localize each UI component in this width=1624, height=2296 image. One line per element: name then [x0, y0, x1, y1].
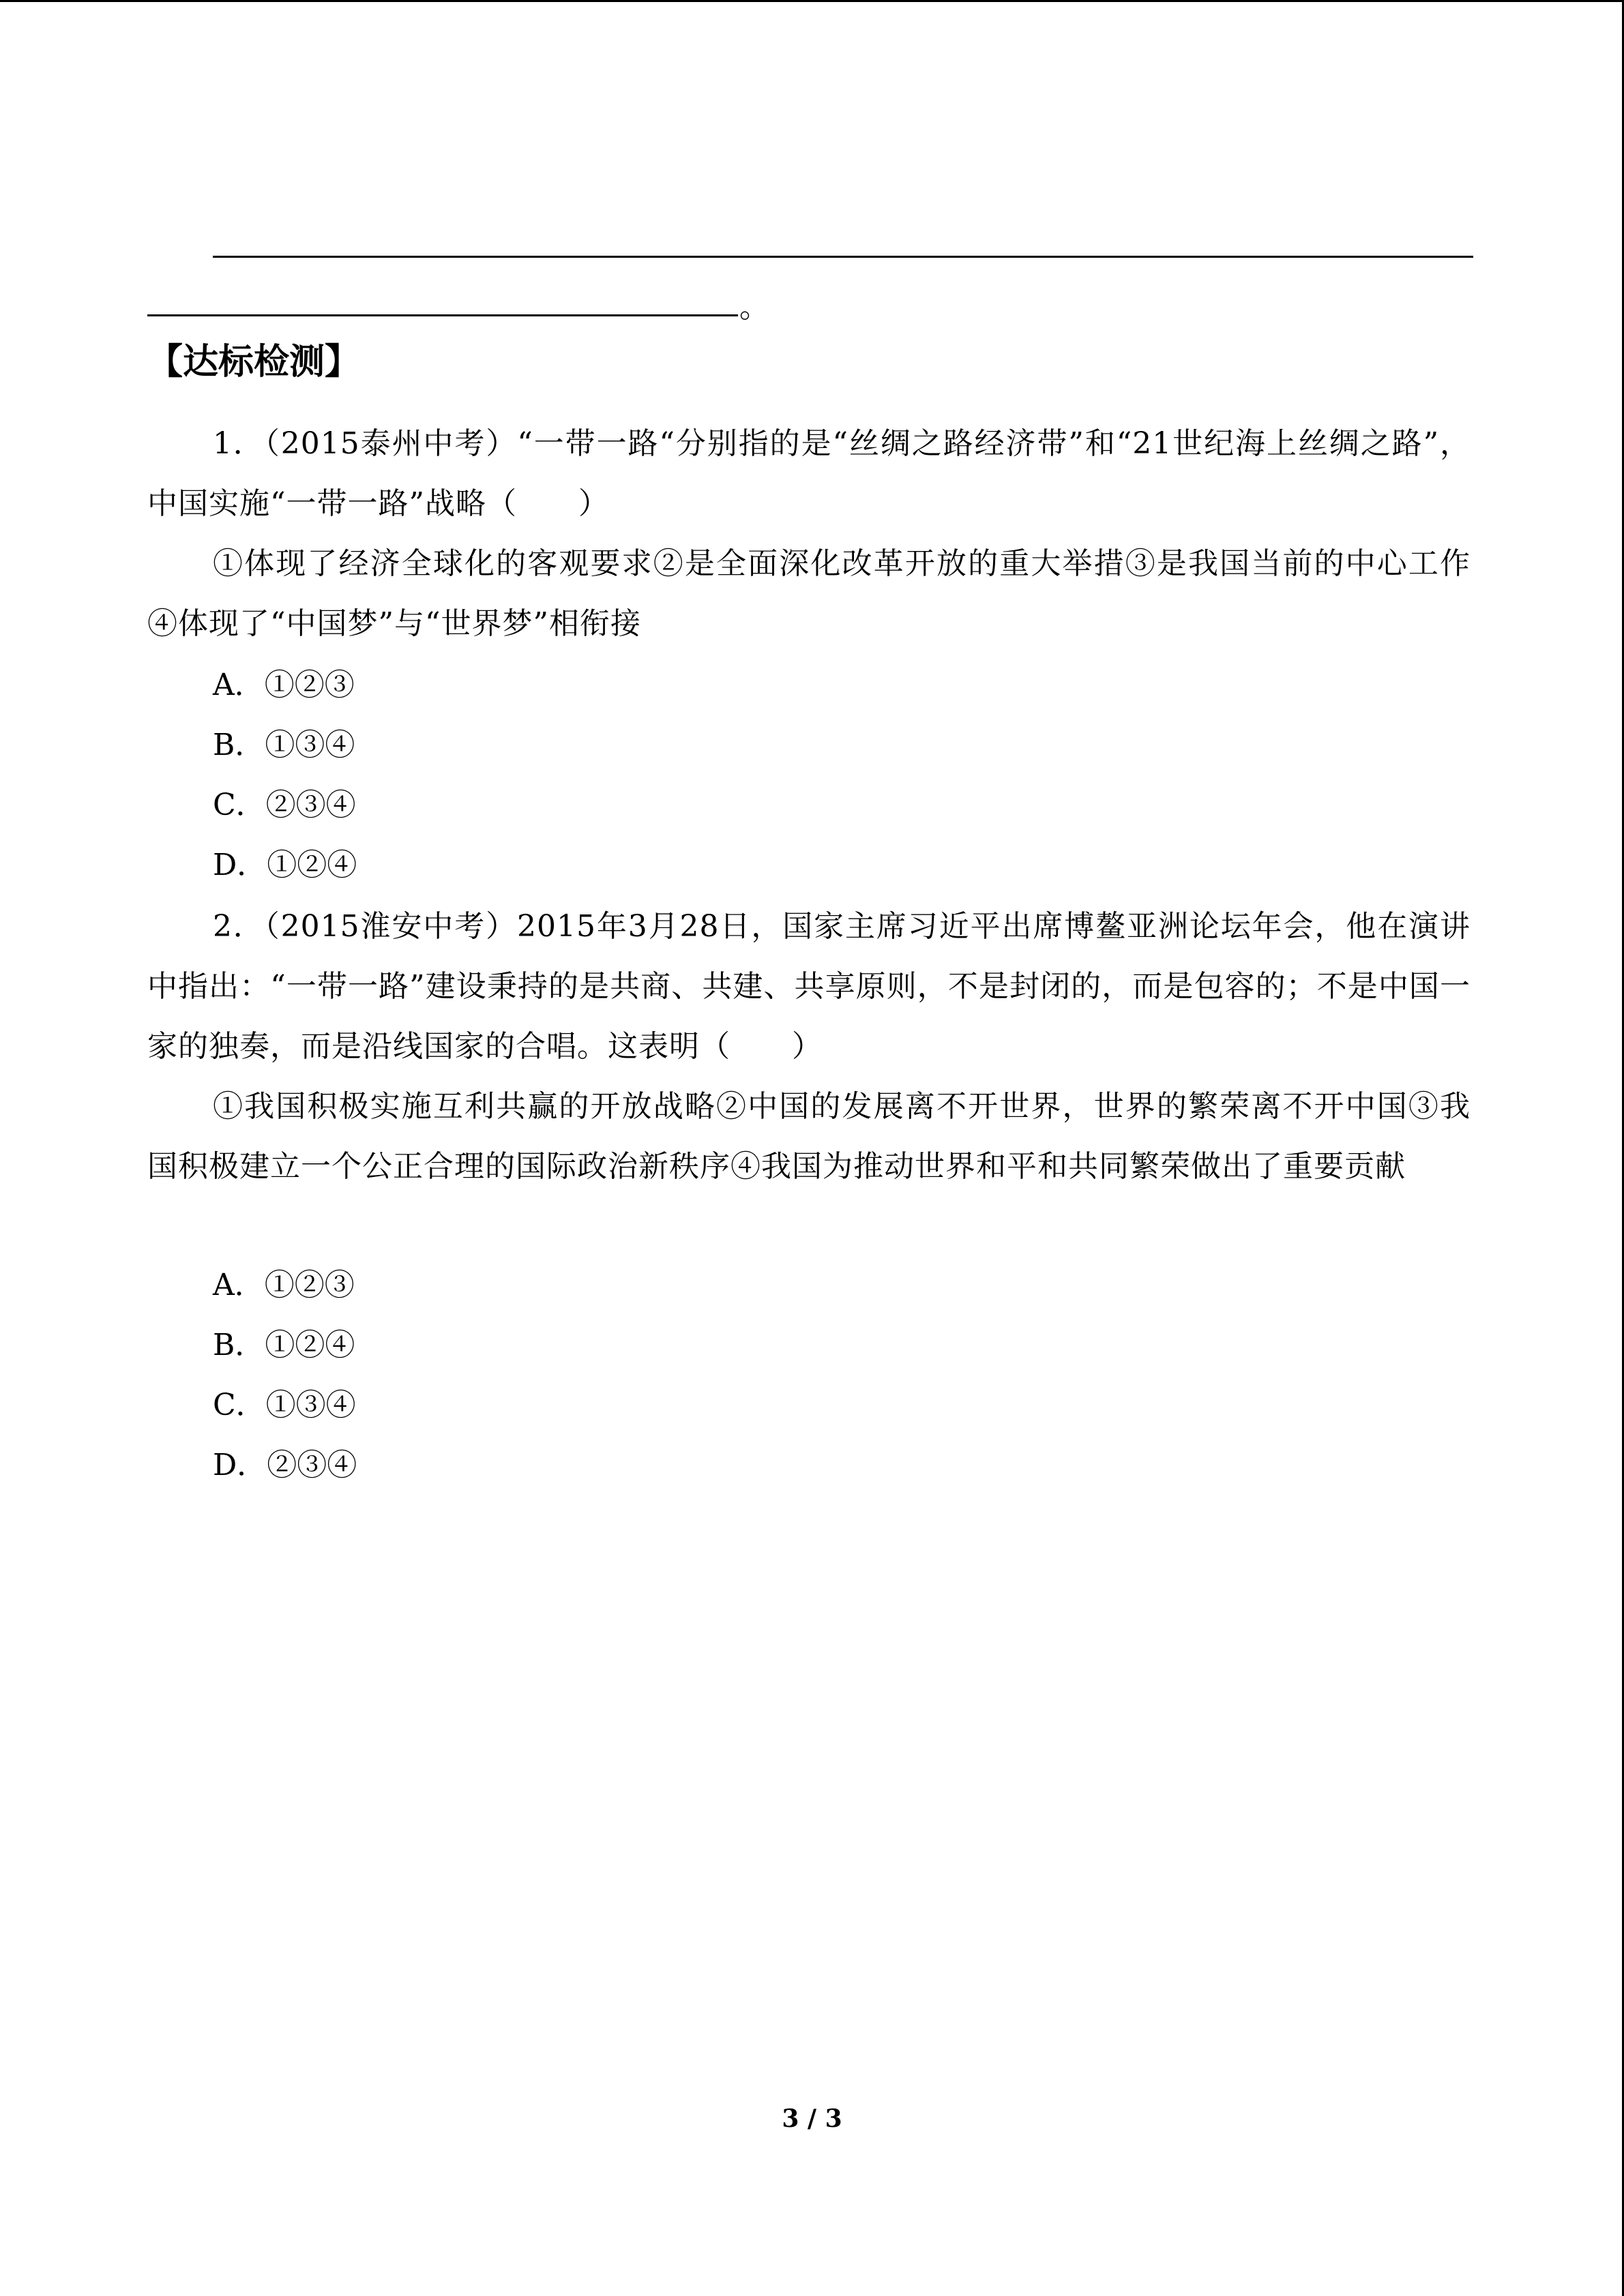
question-1-option-a: A．①②③ — [213, 668, 355, 702]
question-2-option-d: D．②③④ — [213, 1448, 357, 1482]
question-1-option-c: C．②③④ — [213, 788, 356, 822]
question-2-option-b: B．①②④ — [213, 1328, 355, 1362]
question-2-statements: ①我国积极实施互利共赢的开放战略②中国的发展离不开世界，世界的繁荣离不开中国③我国积极建立一个公正合理的国际政治新秩序④我国为推动世界和平和共同繁荣做出了重要贡献 — [147, 1089, 1471, 1184]
question-1-statements: ①体现了经济全球化的客观要求②是全面深化改革开放的重大举措③是我国当前的中心工作④体现了“中国梦”与“世界梦”相衔接 — [147, 546, 1471, 641]
answer-blank-end-mark: 。 — [739, 290, 769, 325]
section-title: 【达标检测】 — [147, 341, 361, 383]
question-1-option-d: D．①②④ — [213, 848, 357, 882]
answer-blank-line-1 — [213, 256, 1473, 258]
question-2-stem: 2．（2015淮安中考）2015年3月28日，国家主席习近平出席博鳌亚洲论坛年会，他在演讲中指出：“一带一路”建设秉持的是共商、共建、共享原则，不是封闭的，而是包容的；不是中国一家的独奏，而是沿线国家的合唱。这表明（ ） — [147, 909, 1471, 1064]
page-number: 3 / 3 — [782, 2104, 842, 2133]
question-1-stem: 1．（2015泰州中考）“一带一路“分别指的是“丝绸之路经济带”和“21世纪海上丝绸之路”，中国实施“一带一路”战略（ ） — [147, 426, 1471, 521]
question-1-option-b: B．①③④ — [213, 728, 355, 762]
question-2-option-c: C．①③④ — [213, 1388, 356, 1422]
answer-blank-line-2 — [147, 314, 738, 316]
question-2-option-a: A．①②③ — [213, 1268, 355, 1302]
